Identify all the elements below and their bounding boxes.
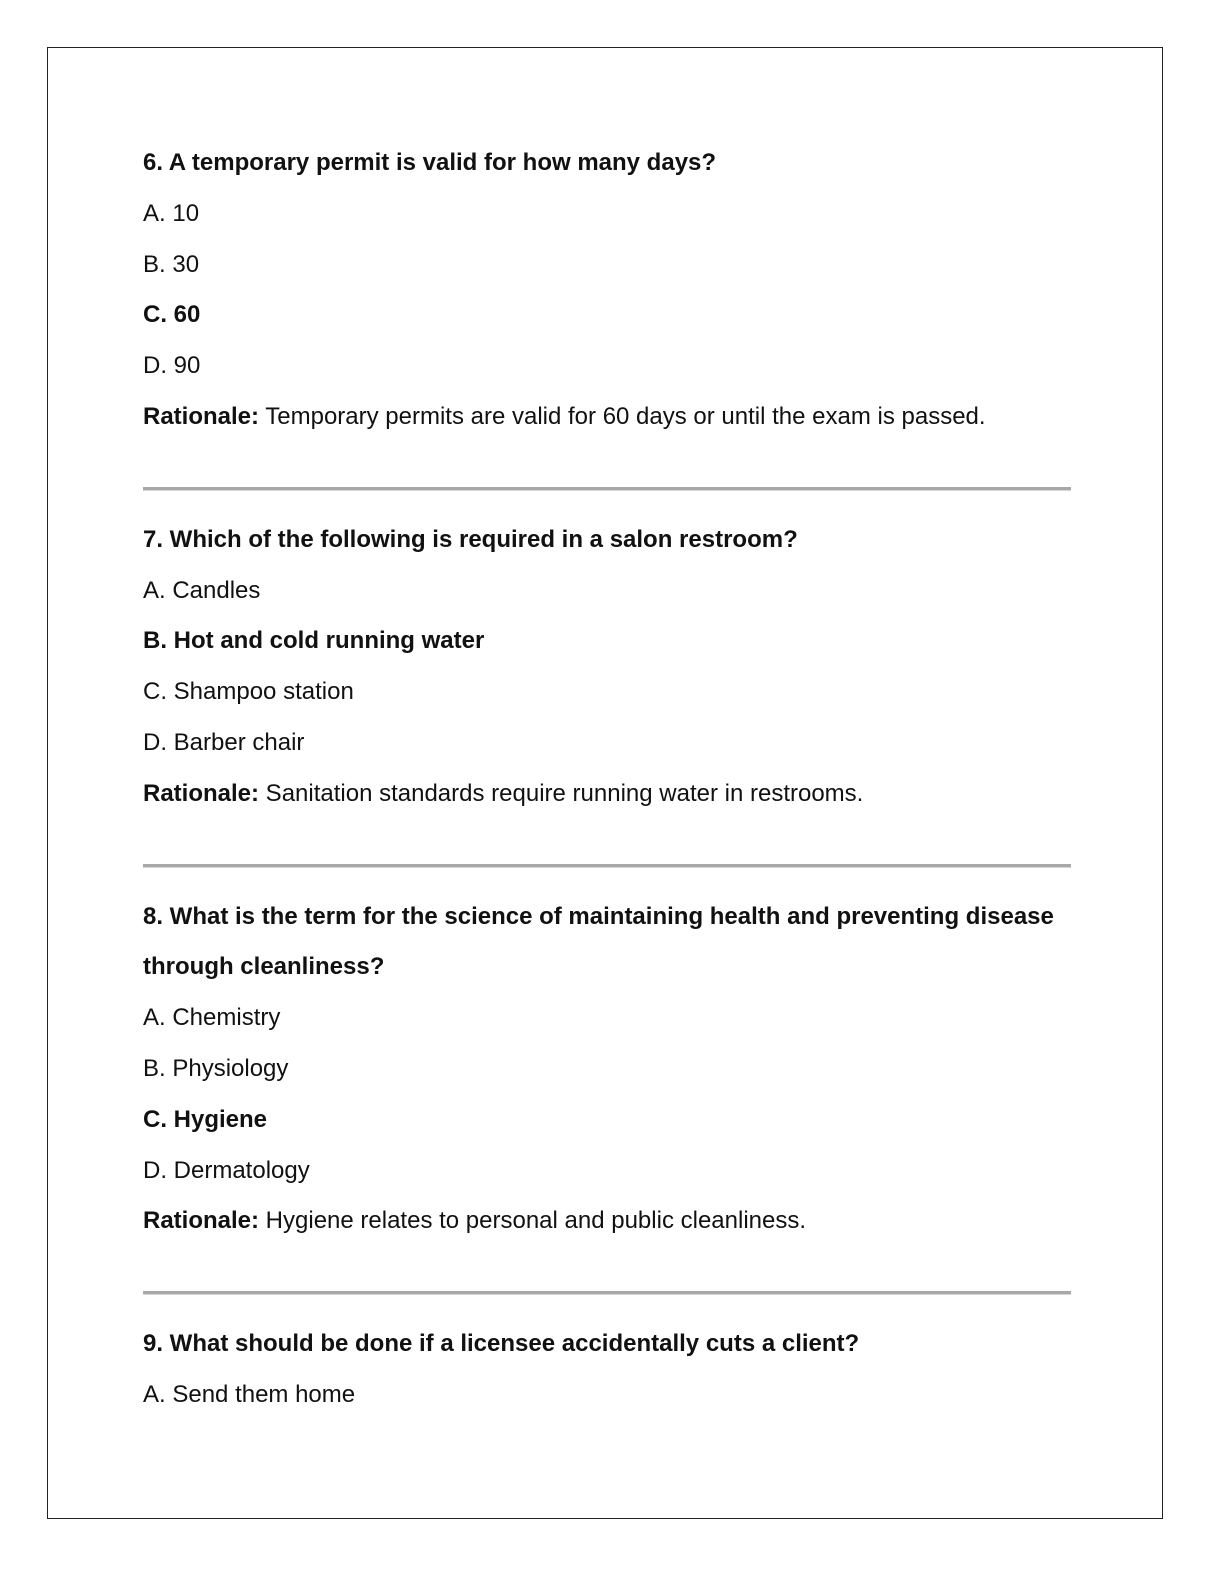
option-b: B. Physiology (143, 1054, 289, 1082)
option-b-correct: B. Hot and cold running water (143, 627, 485, 655)
question-block-8 (143, 892, 1073, 1248)
option-c-correct: C. 60 (143, 301, 201, 329)
question-text: 8. What is the term for the science of maintaining health and preventing disease through cleanliness? (143, 902, 1054, 981)
option-a: A. 10 (143, 199, 200, 227)
rationale-label: Rationale: (143, 1207, 260, 1235)
rationale (143, 769, 1073, 820)
option-c-correct: C. Hygiene (143, 1105, 268, 1133)
question-block-9 (143, 1319, 1073, 1421)
option-c: C. Shampoo station (143, 678, 354, 706)
rationale (143, 1196, 1073, 1247)
rationale-label: Rationale: (143, 779, 260, 807)
option-a: A. Send them home (143, 1380, 356, 1408)
section-divider (143, 1291, 1071, 1295)
question-text: 9. What should be done if a licensee accidentally cuts a client? (143, 1330, 860, 1358)
rationale (143, 392, 1073, 443)
rationale-label: Rationale: (143, 402, 260, 430)
option-a: A. Candles (143, 576, 261, 604)
option-d: D. 90 (143, 352, 201, 380)
question-block-7 (143, 515, 1073, 820)
question-text: 6. A temporary permit is valid for how many days? (143, 149, 717, 176)
rationale-text: Sanitation standards require running water in restrooms. (259, 779, 864, 807)
option-b: B. 30 (143, 250, 200, 278)
option-a: A. Chemistry (143, 1004, 281, 1032)
quiz-content (143, 138, 1073, 1421)
question-text: 7. Which of the following is required in a salon restroom? (143, 525, 798, 553)
section-divider (143, 487, 1071, 491)
option-d: D. Barber chair (143, 728, 305, 756)
question-block-6 (143, 138, 1073, 443)
rationale-text: Temporary permits are valid for 60 days or until the exam is passed. (259, 402, 986, 430)
section-divider (143, 864, 1071, 868)
option-d: D. Dermatology (143, 1156, 310, 1184)
rationale-text: Hygiene relates to personal and public cleanliness. (259, 1207, 807, 1235)
